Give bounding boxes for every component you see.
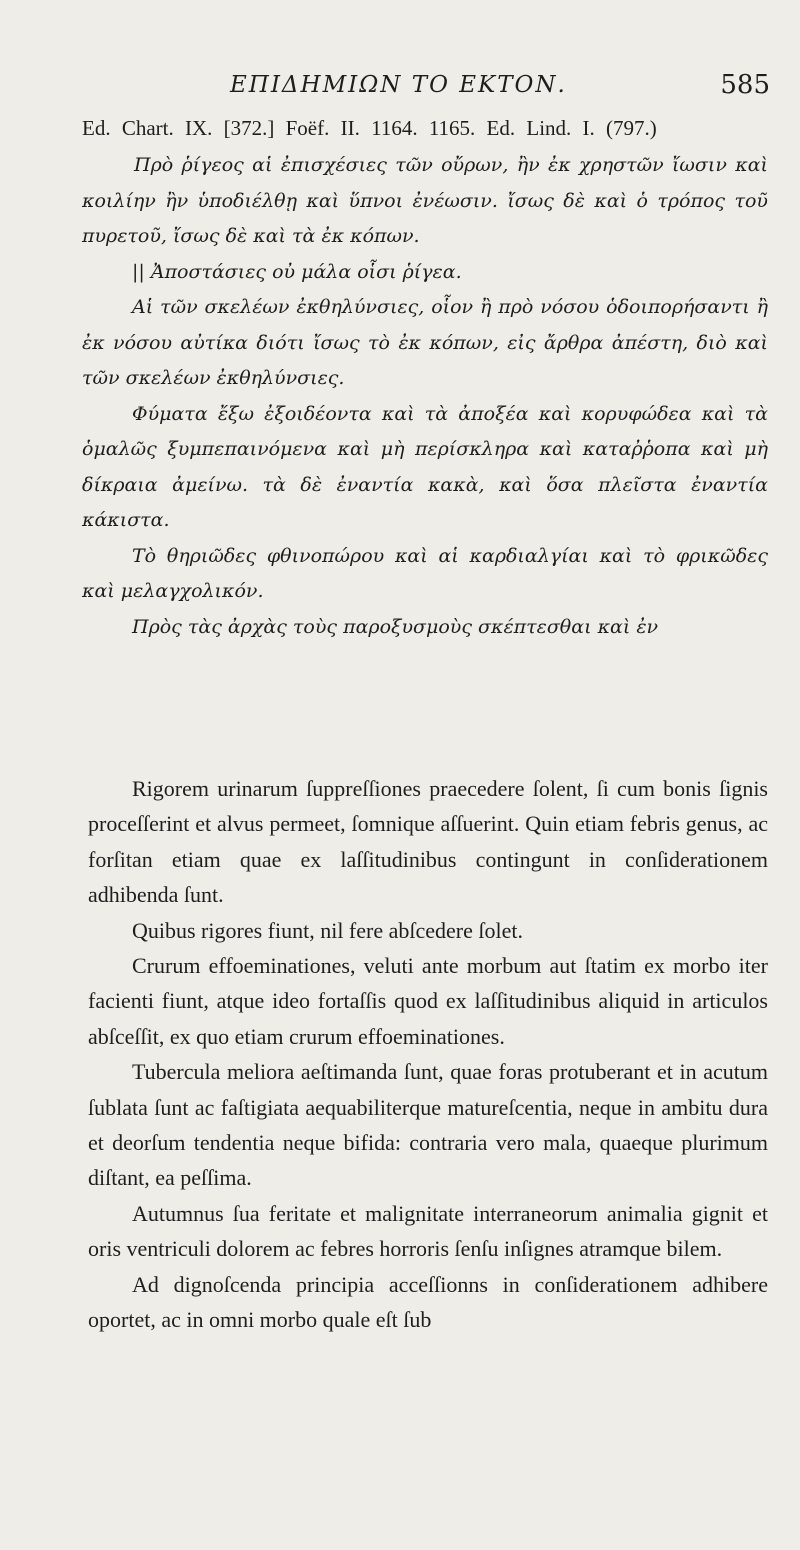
page-header: [230, 66, 770, 106]
edition-references: Ed. Chart. IX. [372.] Foëf. II. 1164. 1165. Ed. Lind. I. (797.): [82, 116, 657, 140]
latin-paragraph: Crurum effoeminationes, veluti ante morbum aut ſtatim ex morbo iter facienti fiunt, atque ideo fortaſſis quod ex laſſitudinibus aliquid in articulos abſceſſit, ex quo etiam crurum effoeminationes.: [88, 953, 768, 1049]
latin-translation: [88, 771, 768, 1338]
greek-paragraph: Αἱ τῶν σκελέων ἐκθηλύνσιες, οἷον ἢ πρὸ νόσου ὁδοιπορήσαντι ἢ ἐκ νόσου αὐτίκα διότι ἴσως τὸ ἐκ κόπων, εἰς ἄρθρα ἀπέστη, διὸ καὶ τῶν σκελέων ἐκθηλύνσιες.: [82, 296, 768, 389]
page-number: 585: [720, 70, 770, 100]
latin-paragraph: Autumnus ſua feritate et malignitate interraneorum animalia gignit et oris ventriculi dolorem ac febres horroris ſenſu inſignes atramque bilem.: [88, 1200, 768, 1262]
greek-paragraph: Πρὸς τὰς ἀρχὰς τοὺς παροξυσμοὺς σκέπτεσθαι καὶ ἐν: [132, 615, 659, 638]
greek-paragraph: Φύματα ἔξω ἐξοιδέοντα καὶ τὰ ἀποξέα καὶ κορυφώδεα καὶ τὰ ὁμαλῶς ξυμπεπαινόμενα καὶ μὴ περίσκληρα καὶ καταῤῥοπα καὶ μὴ δίκραια ἀμείνω. τὰ δὲ ἐναντία κακὰ, καὶ ὅσα πλεῖστα ἐναντία κάκιστα.: [82, 402, 768, 531]
greek-text: [82, 148, 768, 645]
greek-paragraph: Τὸ θηριῶδες φθινοπώρου καὶ αἱ καρδιαλγίαι καὶ τὸ φρικῶδες καὶ μελαγχολικόν.: [82, 544, 768, 602]
greek-paragraph: || Ἀποστάσιες οὐ μάλα οἷσι ῥίγεα.: [132, 260, 462, 283]
latin-paragraph: Ad dignoſcenda principia acceſſionns in conſiderationem adhibere oportet, ac in omni morbo quale eſt ſub: [88, 1271, 768, 1333]
latin-paragraph: Rigorem urinarum ſuppreſſiones praecedere ſolent, ſi cum bonis ſignis proceſſerint et alvus permeet, ſomnique aſſuerint. Quin etiam febris genus, ac forſitan etiam quae ex laſſitudinibus contingunt in conſiderationem adhibenda ſunt.: [88, 776, 768, 908]
greek-paragraph: Πρὸ ῥίγεος αἱ ἐπισχέσιες τῶν οὔρων, ἢν ἐκ χρηστῶν ἴωσιν καὶ κοιλίην ἢν ὑποδιέλθῃ καὶ ὕπνοι ἐνέωσιν. ἴσως δὲ καὶ ὁ τρόπος τοῦ πυρετοῦ, ἴσως δὲ καὶ τὰ ἐκ κόπων.: [82, 154, 768, 247]
running-title: ΕΠΙΔΗΜΙΩΝ ΤΟ ΕΚΤΟΝ.: [230, 72, 567, 98]
latin-paragraph: Tubercula meliora aeſtimanda ſunt, quae foras protuberant et in acutum ſublata ſunt ac faſtigiata aequabiliterque matureſcentia, neque in ambitu dura et deorſum tendentia neque bifida: contraria vero mala, quaeque plurimum diſtant, ea peſſima.: [88, 1059, 768, 1191]
latin-paragraph: Quibus rigores fiunt, nil fere abſcedere ſolet.: [132, 917, 523, 943]
